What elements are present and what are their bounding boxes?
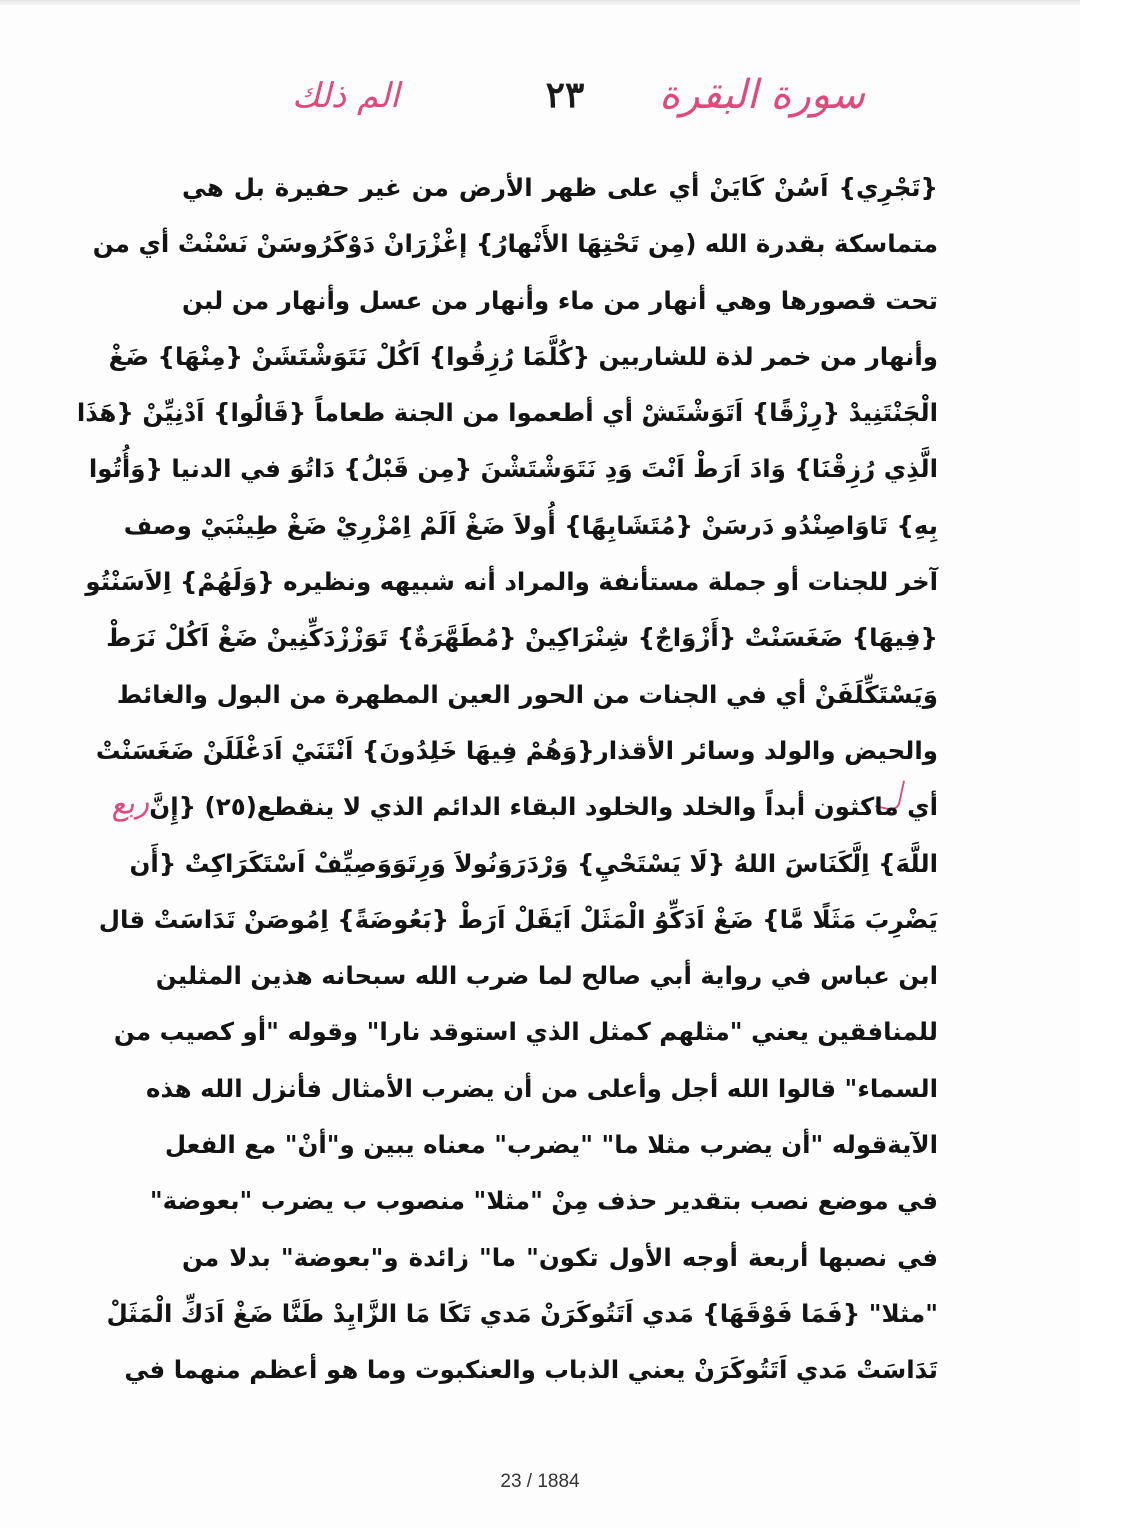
text-line: والحيض والولد وسائر الأقذار{وَهُمْ فِيهَا خَلِدُونَ} اَنْتَنَيْ اَدَغْلَلَنْ ضَغَسَنْتْ — [95, 735, 938, 765]
page-number-arabic: ٢٣ — [545, 74, 585, 116]
text-line: الْجَنْتَنِيدْ {رِزْقًا} اَتَوَشْتَشْ أي أطعموا من الجنة طعاماً {قَالُوا} اَدْنِيِّنْ {هَذَا — [76, 398, 938, 428]
text-line: الآيةقوله "أن يضرب مثلا ما" "يضرب" معناه يبين و"أنْ" مع الفعل — [164, 1130, 938, 1160]
section-note-handwritten: الم ذلك — [292, 76, 400, 116]
text-line: الَّذِي رُزِقْنَا} وَادَ اَرَطْ اَنْتَ وَدِ نَتَوَشْتَشْنَ {مِن قَبْلُ} دَاتُوَ في الدنيا {وَأُتُوا — [88, 454, 938, 484]
text-line: وَيَسْتَكِّلَفَنْ أي في الجنات من الحور العين المطهرة من البول والغائط — [116, 679, 938, 709]
text-line: {فِيهَا} ضَغَسَنْتْ {أَزْوَاجٌ} شِنْرَاكِينْ {مُطَهَّرَةٌ} تَوَزْزْدَكِّنِينْ ضَغْ اَكُلْ نَرَطْ — [106, 623, 938, 653]
text-line: أي ماكثون أبداً والخلد والخلود البقاء الدائم الذي لا ينقطع(٢٥) {إِنَّ — [149, 792, 938, 822]
text-line: في موضع نصب بتقدير حذف مِنْ "مثلا" منصوب ب يضرب "بعوضة" — [149, 1186, 938, 1216]
page-top-edge — [0, 0, 1080, 6]
text-line: تحت قصورها وهي أنهار من ماء وأنهار من عسل وأنهار من لبن — [182, 285, 938, 315]
text-line: وأنهار من خمر لذة للشاربين {كُلَّمَا رُزِقُوا} اَكُلْ نَتَوَشْتَشَنْ {مِنْهَا} ضَغْ — [108, 341, 938, 371]
page-counter: 23 / 1884 — [500, 1471, 580, 1492]
text-line: بِهِ} تَاوَاصِنْدُو دَرسَنْ {مُتَشَابِهًا} أُولاَ ضَغْ اَلَمْ اِمْزْرِيْ ضَغْ طِينْبَيْ وصف — [123, 510, 938, 540]
text-line: {تَجْرِي} اَسُنْ كَايَنْ أي على ظهر الأرض من غير حفيرة بل هي — [182, 173, 938, 202]
text-line: آخر للجنات أو جملة مستأنفة والمراد أنه شبيهه ونظيره {وَلَهُمْ} اِلاَسَنْتُو — [85, 567, 938, 597]
text-line: للمنافقين يعني "مثلهم كمثل الذي استوقد نارا" وقوله "أو كصيب من — [113, 1017, 938, 1047]
body-text — [76, 160, 938, 1399]
text-line: متماسكة بقدرة الله (مِن تَحْتِهَا الأَنْهارُ} إغْزْرَانْ دَوْكَرُوسَنْ نَسْنْتْ أي من — [92, 229, 938, 259]
text-line: تَدَاسَتْ مَدي اَتَتُوكَرَنْ يعني الذباب والعنكبوت وما هو أعظم منهما في — [124, 1355, 938, 1385]
text-line: اللَّهَ} اِلَّكَنَاسَ اللهُ {لَا يَسْتَحْيِ} وَرْدَرَوَنُولاَ وَرِتَوَوَصِيِّفْ اَسْتَكَرَاكِتْ {أَن — [129, 848, 938, 878]
text-line: السماء" قالوا الله أجل وأعلى من أن يضرب الأمثال فأنزل الله هذه — [146, 1073, 938, 1103]
text-line: ابن عباس في رواية أبي صالح لما ضرب الله سبحانه هذين المثلين — [155, 961, 938, 991]
margin-note-handwritten: ربع — [107, 783, 152, 824]
surah-name-handwritten: سورة البقرة — [659, 72, 865, 118]
text-line: "مثلا" {فَمَا فَوْقَهَا} مَدي اَتَتُوكَرَنْ مَدي تَكَا مَا الزَّايِدْ طَنَّا ضَغْ اَدَكِّ الْمَثَلْ — [106, 1298, 938, 1328]
text-line: في نصبها أربعة أوجه الأول تكون" ما" زائدة و"بعوضة" بدلا من — [182, 1242, 938, 1272]
text-line: يَضْرِبَ مَثَلًا مَّا} ضَغْ اَدَكِّوُ الْمَثَلْ اَيَقَلْ اَرَطْ {بَعُوضَةً} اِمُوصَنْ تَدَاسَتْ قال — [98, 904, 938, 934]
